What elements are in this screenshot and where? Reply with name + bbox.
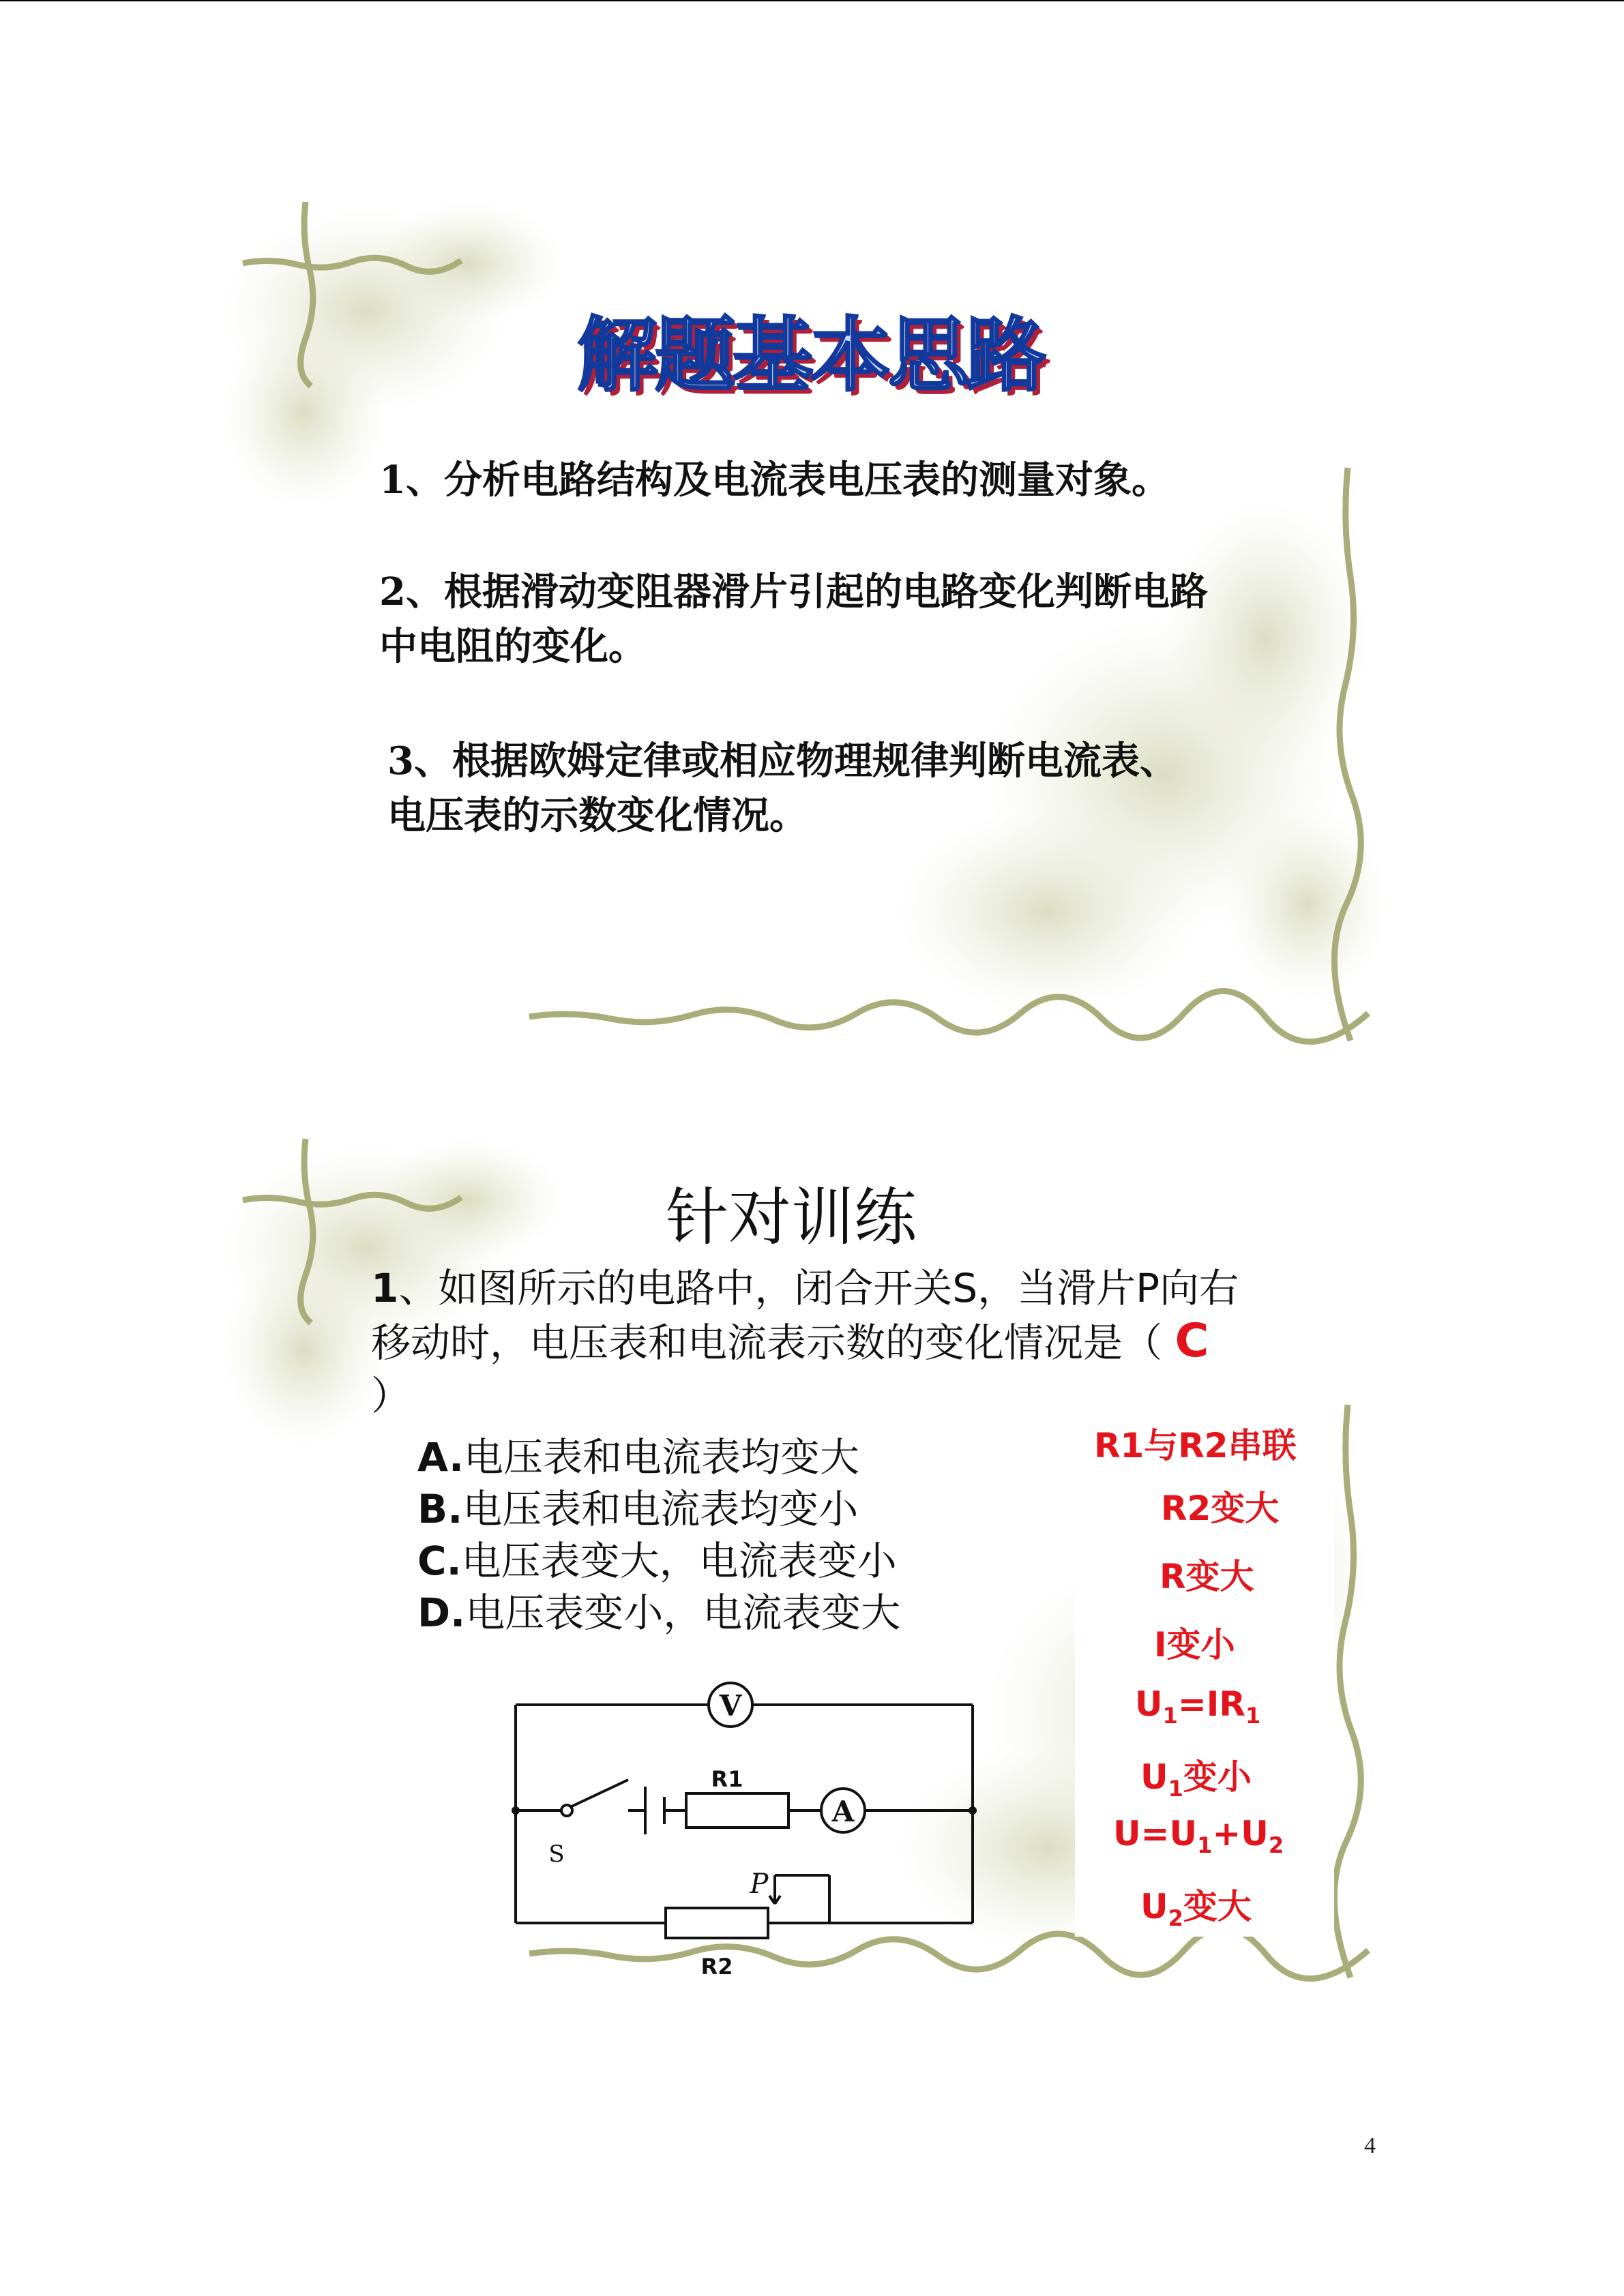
switch-label: S — [548, 1840, 565, 1868]
question-number: 1 — [371, 1265, 399, 1311]
analysis-r2: R2变大 — [1161, 1489, 1280, 1528]
slide-practice — [243, 1132, 1375, 1981]
analysis-series: R1与R2串联 — [1094, 1426, 1297, 1465]
slide-solution-approach — [243, 195, 1375, 1044]
question-close: ） — [371, 1373, 411, 1419]
page-top-border — [0, 0, 1624, 1]
analysis-r: R变大 — [1160, 1557, 1254, 1596]
analysis-u2: $U_2$变大 — [1140, 1887, 1252, 1931]
r2-label: R2 — [700, 1954, 733, 1980]
analysis-u1: $U_1$变小 — [1140, 1757, 1252, 1802]
slider-label: P — [750, 1868, 769, 1900]
analysis-i: I变小 — [1154, 1625, 1235, 1665]
point-2: 2、根据滑动变阻器滑片引起的电路变化判断电路中电阻的变化。 — [379, 569, 1208, 669]
option-b: B.电压表和电流表均变小 — [417, 1486, 859, 1532]
slide-title: 解题基本思路 — [577, 308, 1044, 402]
analysis-u-sum: $U=U_1+U_2$ — [1113, 1814, 1284, 1858]
slide-title: 针对训练 — [666, 1181, 917, 1254]
answer-letter: C — [1175, 1314, 1209, 1368]
analysis-u1-formula: $U_1=IR_1$ — [1135, 1684, 1261, 1729]
ammeter-label: A — [831, 1795, 855, 1828]
page-number: 4 — [1364, 2133, 1376, 2158]
question-text — [371, 1262, 1258, 1422]
circuit-diagram — [502, 1650, 1034, 1980]
point-3: 3、根据欧姆定律或相应物理规律判断电流表、电压表的示数变化情况。 — [387, 739, 1178, 838]
point-1: 1、分析电路结构及电流表电压表的测量对象。 — [379, 458, 1170, 503]
voltmeter-label: V — [719, 1689, 742, 1723]
r1-label: R1 — [711, 1766, 743, 1792]
option-d: D.电压表变小，电流表变大 — [417, 1590, 901, 1636]
question-body: 、如图所示的电路中，闭合开关S，当滑片P向右移动时，电压表和电流表示数的变化情况是（ — [371, 1265, 1239, 1366]
option-a: A.电压表和电流表均变大 — [417, 1434, 860, 1480]
option-c: C.电压表变大，电流表变小 — [417, 1538, 897, 1584]
